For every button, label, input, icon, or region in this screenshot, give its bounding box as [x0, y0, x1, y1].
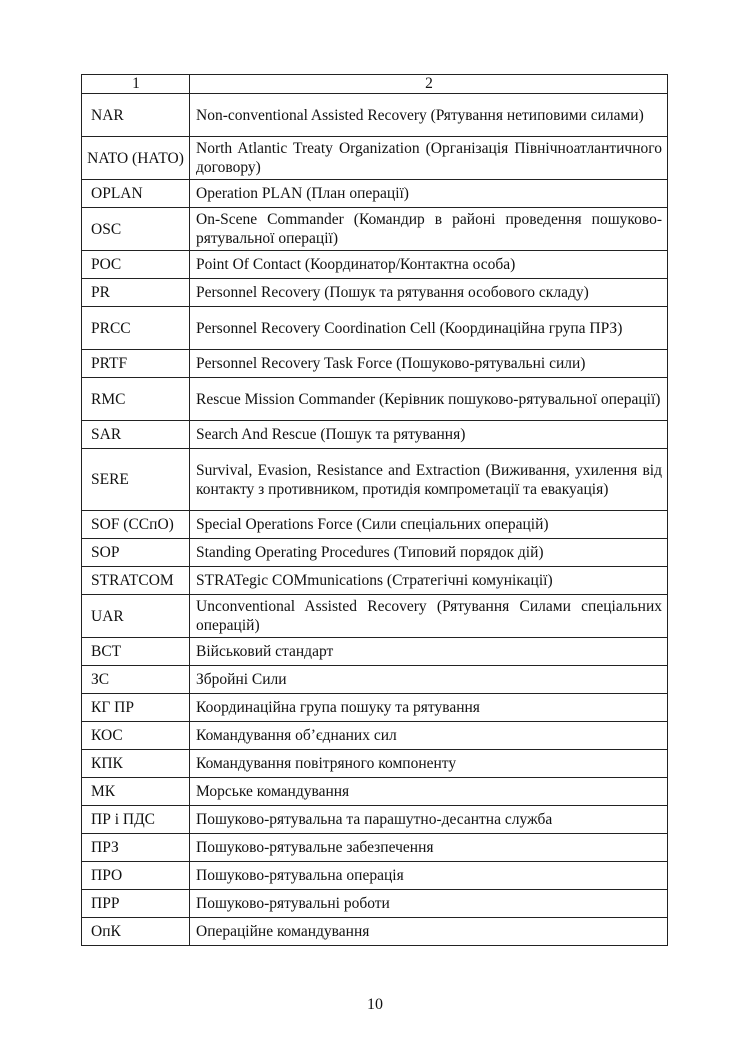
abbreviation-cell: КПК — [82, 750, 190, 778]
definition-cell: Point Of Contact (Координатор/Контактна особа) — [190, 251, 668, 279]
table-row — [82, 94, 668, 137]
definition-cell: Морське командування — [190, 778, 668, 806]
definition-cell: Rescue Mission Commander (Керівник пошуково-рятувальної операції) — [190, 378, 668, 421]
table-row — [82, 279, 668, 307]
definition-cell: Пошуково-рятувальне забезпечення — [190, 834, 668, 862]
abbreviation-cell: SOP — [82, 539, 190, 567]
table-row — [82, 350, 668, 378]
table-row — [82, 890, 668, 918]
abbreviation-cell: NATO (НАТО) — [82, 137, 190, 180]
abbreviation-cell: ПРО — [82, 862, 190, 890]
table-row — [82, 666, 668, 694]
definition-cell: Search And Rescue (Пошук та рятування) — [190, 421, 668, 449]
abbreviation-cell: PRTF — [82, 350, 190, 378]
definition-cell: Non-conventional Assisted Recovery (Рятування нетиповими силами) — [190, 94, 668, 137]
table-row — [82, 421, 668, 449]
definition-cell: Пошуково-рятувальна та парашутно-десантна служба — [190, 806, 668, 834]
definition-cell: Командування повітряного компоненту — [190, 750, 668, 778]
definition-cell: North Atlantic Treaty Organization (Організація Північноатлантичного договору) — [190, 137, 668, 180]
table-row — [82, 449, 668, 511]
column-header-2: 2 — [190, 75, 668, 94]
abbreviation-cell: UAR — [82, 595, 190, 638]
table-row — [82, 595, 668, 638]
definition-cell: Операційне командування — [190, 918, 668, 946]
definition-cell: Survival, Evasion, Resistance and Extraction (Виживання, ухилення від контакту з противником, протидія компрометації та евакуація) — [190, 449, 668, 511]
abbreviation-cell: КОС — [82, 722, 190, 750]
table-row — [82, 378, 668, 421]
table-row — [82, 208, 668, 251]
table-row — [82, 918, 668, 946]
table-row — [82, 539, 668, 567]
abbreviation-cell: PR — [82, 279, 190, 307]
definition-cell: Пошуково-рятувальні роботи — [190, 890, 668, 918]
abbreviation-cell: STRATCOM — [82, 567, 190, 595]
table-row — [82, 806, 668, 834]
table-row — [82, 180, 668, 208]
abbreviation-cell: КГ ПР — [82, 694, 190, 722]
table-row — [82, 511, 668, 539]
abbreviation-cell: SOF (ССпО) — [82, 511, 190, 539]
definition-cell: Personnel Recovery (Пошук та рятування особового складу) — [190, 279, 668, 307]
definition-cell: STRATegic COMmunications (Стратегічні комунікації) — [190, 567, 668, 595]
abbreviation-cell: ВСТ — [82, 638, 190, 666]
table-header — [82, 75, 668, 94]
table-row — [82, 750, 668, 778]
definition-cell: Координаційна група пошуку та рятування — [190, 694, 668, 722]
definition-cell: Збройні Сили — [190, 666, 668, 694]
abbreviations-table — [81, 74, 668, 946]
table-row — [82, 862, 668, 890]
table-row — [82, 694, 668, 722]
column-header-1: 1 — [82, 75, 190, 94]
page-number: 10 — [367, 996, 383, 1013]
abbreviation-cell: SERE — [82, 449, 190, 511]
abbreviation-cell: RMC — [82, 378, 190, 421]
abbreviation-cell: ПР і ПДС — [82, 806, 190, 834]
abbreviation-cell: SAR — [82, 421, 190, 449]
abbreviation-cell: NAR — [82, 94, 190, 137]
table-row — [82, 567, 668, 595]
abbreviation-cell: ПРЗ — [82, 834, 190, 862]
table-row — [82, 722, 668, 750]
definition-cell: Operation PLAN (План операції) — [190, 180, 668, 208]
definition-cell: Військовий стандарт — [190, 638, 668, 666]
abbreviation-cell: МК — [82, 778, 190, 806]
definition-cell: Personnel Recovery Task Force (Пошуково-рятувальні сили) — [190, 350, 668, 378]
definition-cell: Special Operations Force (Сили спеціальних операцій) — [190, 511, 668, 539]
table-row — [82, 137, 668, 180]
abbreviation-cell: OSC — [82, 208, 190, 251]
abbreviation-cell: POC — [82, 251, 190, 279]
table-row — [82, 251, 668, 279]
table-body — [82, 94, 668, 946]
table-row — [82, 834, 668, 862]
definition-cell: Командування об’єднаних сил — [190, 722, 668, 750]
table-row — [82, 638, 668, 666]
definition-cell: On-Scene Commander (Командир в районі проведення пошуково-рятувальної операції) — [190, 208, 668, 251]
header-row — [82, 75, 668, 94]
definition-cell: Personnel Recovery Coordination Cell (Координаційна група ПРЗ) — [190, 307, 668, 350]
abbreviation-cell: ОпК — [82, 918, 190, 946]
abbreviation-cell: PRCC — [82, 307, 190, 350]
table-row — [82, 307, 668, 350]
abbreviation-cell: ЗС — [82, 666, 190, 694]
abbreviation-cell: ПРР — [82, 890, 190, 918]
definition-cell: Standing Operating Procedures (Типовий порядок дій) — [190, 539, 668, 567]
definition-cell: Пошуково-рятувальна операція — [190, 862, 668, 890]
definition-cell: Unconventional Assisted Recovery (Рятування Силами спеціальних операцій) — [190, 595, 668, 638]
abbreviation-cell: OPLAN — [82, 180, 190, 208]
table-row — [82, 778, 668, 806]
